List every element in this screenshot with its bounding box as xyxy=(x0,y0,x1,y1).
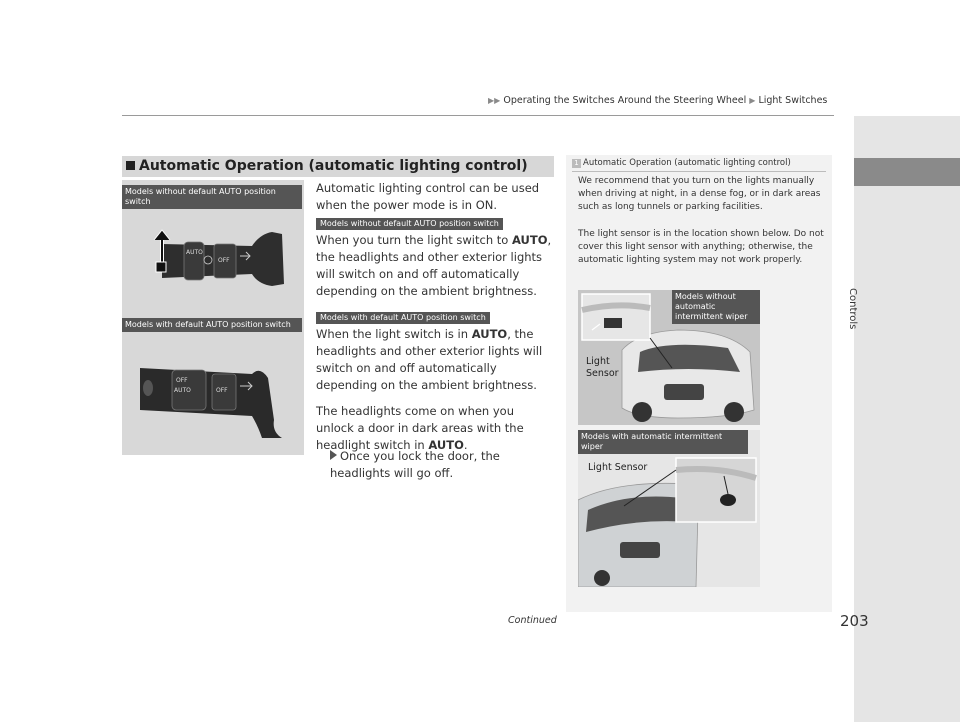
breadcrumb-arrow-icon: ▶ xyxy=(749,96,756,105)
switch-mark-off: OFF xyxy=(176,377,188,384)
photo-callout-light-sensor: Light Sensor xyxy=(588,462,668,474)
triangle-bullet-icon xyxy=(330,450,337,460)
paragraph-lock: Once you lock the door, the headlights will go off. xyxy=(330,449,500,480)
breadcrumb-arrow-icon: ▶▶ xyxy=(488,96,501,105)
breadcrumb xyxy=(488,95,827,106)
side-note-rule xyxy=(572,171,826,172)
side-note xyxy=(566,155,832,612)
photo-label-with-wiper: Models with automatic intermittent wiper xyxy=(578,430,748,454)
chapter-tab-label: Controls xyxy=(847,288,858,330)
chapter-tab-marker xyxy=(854,158,960,186)
section-title: Automatic Operation (automatic lighting control) xyxy=(139,158,528,174)
switch-figures xyxy=(122,180,304,455)
page-number: 203 xyxy=(840,612,869,630)
figure-label-with-auto: Models with default AUTO position switch xyxy=(122,318,302,332)
model-pill-with-auto: Models with default AUTO position switch xyxy=(316,312,490,324)
model-pill-without-auto: Models without default AUTO position switch xyxy=(316,218,503,230)
breadcrumb-item: Light Switches xyxy=(758,95,828,106)
square-bullet-icon xyxy=(126,161,135,170)
chapter-tab xyxy=(834,116,960,722)
figure-label-without-auto: Models without default AUTO position switch xyxy=(122,185,302,209)
photo-label-without-wiper: Models without automatic intermittent wiper xyxy=(672,290,760,324)
note-number-icon: 1 xyxy=(572,159,581,168)
continued-label: Continued xyxy=(508,615,557,626)
paragraph-without-auto: When you turn the light switch to AUTO, the headlights and other exterior lights will switch on and off automatically depending on the ambient brightness. xyxy=(316,233,552,298)
paragraph-with-auto: When the light switch is in AUTO, the headlights and other exterior lights will switch on and off automatically depending on the ambient brightness. xyxy=(316,327,543,392)
side-note-paragraph: We recommend that you turn on the lights manually when driving at night, in a dense fog, or in dark areas such as long tunnels or parking facilities. xyxy=(578,176,821,212)
side-note-paragraph: The light sensor is in the location shown below. Do not cover this light sensor with anything; otherwise, the automatic lighting system may not work properly. xyxy=(578,229,824,265)
chapter-tab-background xyxy=(854,116,960,722)
intro-paragraph: Automatic lighting control can be used when the power mode is in ON. xyxy=(316,181,540,212)
switch-mark-auto: AUTO xyxy=(186,249,203,256)
switch-mark-off: OFF xyxy=(218,257,230,264)
side-note-title: 1 Automatic Operation (automatic lighting control) xyxy=(572,158,791,168)
breadcrumb-item: Operating the Switches Around the Steering Wheel xyxy=(503,95,747,106)
photo-callout-light-sensor: Light Sensor xyxy=(586,356,619,379)
light-sensor-photo-1 xyxy=(578,290,760,425)
light-sensor-photo-2 xyxy=(578,430,760,587)
switch-mark-off: OFF xyxy=(216,387,228,394)
section-heading xyxy=(122,156,554,177)
paragraph-unlock: The headlights come on when you unlock a door in dark areas with the headlight switch in AUTO. xyxy=(316,404,524,452)
light-switch-stalk-auto-illustration xyxy=(132,356,296,440)
switch-mark-auto: AUTO xyxy=(174,387,191,394)
header-rule xyxy=(122,115,834,116)
light-switch-stalk-illustration xyxy=(132,222,296,306)
